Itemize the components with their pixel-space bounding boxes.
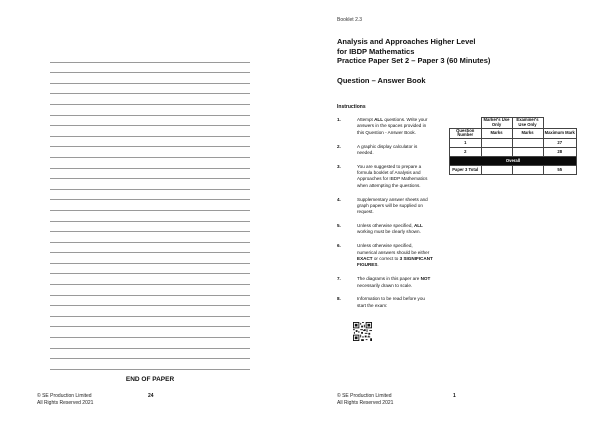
question-number: 1 <box>450 139 482 148</box>
instruction-text-part: Unless otherwise specified, numerical answers should be either <box>357 243 430 255</box>
total-marker-cell[interactable] <box>481 166 512 175</box>
answer-line <box>50 211 250 222</box>
marker-mark-cell[interactable] <box>481 139 512 148</box>
maximum-mark: 28 <box>543 148 577 157</box>
question-number: 2 <box>450 148 482 157</box>
left-page-number: 24 <box>148 393 154 399</box>
answer-line <box>50 359 250 370</box>
answer-line <box>50 264 250 275</box>
instruction-item <box>337 164 433 190</box>
instruction-text-part: or correct to <box>372 255 400 261</box>
answer-line <box>50 126 250 137</box>
emphasis-text: ALL <box>413 223 423 229</box>
instruction-text-part: Supplementary answer sheets and graph papers will be supplied on request. <box>357 196 428 215</box>
instruction-number: 1. <box>337 117 341 122</box>
instruction-number: 8. <box>337 296 341 302</box>
table-row <box>450 139 577 148</box>
answer-line <box>50 327 250 338</box>
footer-copyright: © SE Production Limited <box>37 393 92 399</box>
instruction-text-part: questions. Write your answers in the spaces provided in this Question - Answer Book. <box>357 117 428 135</box>
paper-title <box>337 37 490 66</box>
examiner-mark-cell[interactable] <box>512 148 543 157</box>
instruction-text <box>357 296 425 307</box>
marks-header: Marks <box>512 128 543 139</box>
answer-line <box>50 63 250 74</box>
instruction-number: 2. <box>337 143 341 149</box>
answer-book-title: Question – Answer Book <box>337 76 426 85</box>
end-of-paper-label: END OF PAPER <box>125 376 175 383</box>
instruction-text <box>357 144 417 155</box>
markers-use-header: Marker's Use Only <box>481 118 512 129</box>
answer-line <box>50 158 250 169</box>
footer-rights: All Rights Reserved 2021 <box>337 400 394 406</box>
answer-line <box>50 84 250 95</box>
emphasis-text: ALL <box>374 117 384 122</box>
marks-table <box>449 117 577 175</box>
answer-line <box>50 306 250 317</box>
instruction-item <box>337 296 433 309</box>
answer-line <box>50 52 250 63</box>
overall-header: Overall <box>450 157 577 166</box>
answer-line <box>50 243 250 254</box>
instruction-text <box>357 243 433 267</box>
table-corner <box>450 118 482 129</box>
table-row <box>450 148 577 157</box>
total-examiner-cell[interactable] <box>512 166 543 175</box>
instruction-text-part: necessarily drawn to scale. <box>357 282 413 288</box>
emphasis-text: NOT <box>420 276 431 282</box>
footer-rights: All Rights Reserved 2021 <box>37 400 94 406</box>
instruction-text-part: A graphic display calculator is needed. <box>357 143 418 155</box>
right-page-number: 1 <box>453 393 456 399</box>
instruction-text-part: Information to be read before you start the exam: <box>357 296 425 308</box>
instruction-text-part: Unless otherwise specified, <box>357 223 414 229</box>
examiner-mark-cell[interactable] <box>512 139 543 148</box>
instruction-text-part: You are suggested to prepare a formula booklet of Analysis and Approaches for IBDP Mathematics when attempting the questions. <box>357 163 428 188</box>
instruction-text-part: working must be clearly shown. <box>357 229 421 235</box>
table-corner <box>543 118 577 129</box>
instruction-text <box>357 223 423 234</box>
instruction-text-part: Attempt <box>357 117 375 122</box>
instruction-text <box>357 276 430 287</box>
total-maximum-mark: 55 <box>543 166 577 175</box>
answer-line <box>50 274 250 285</box>
answer-line <box>50 200 250 211</box>
question-number-header: Question Number <box>450 128 482 139</box>
instruction-item <box>337 117 433 136</box>
answer-line <box>50 338 250 349</box>
instruction-number: 7. <box>337 276 341 282</box>
answer-line <box>50 317 250 328</box>
answer-line <box>50 179 250 190</box>
marker-mark-cell[interactable] <box>481 148 512 157</box>
instruction-number: 6. <box>337 243 341 249</box>
answer-lines <box>50 52 250 370</box>
instruction-number: 3. <box>337 163 341 169</box>
answer-line <box>50 232 250 243</box>
instruction-text <box>357 197 428 215</box>
answer-line <box>50 190 250 201</box>
answer-line <box>50 147 250 158</box>
instruction-item <box>337 197 433 216</box>
booklet-label: Booklet 2.3 <box>337 17 363 23</box>
instruction-number: 5. <box>337 223 341 229</box>
instruction-item <box>337 144 433 157</box>
answer-line <box>50 222 250 233</box>
instruction-text-part: . <box>377 262 379 268</box>
left-footer <box>37 393 93 407</box>
answer-line <box>50 169 250 180</box>
examiners-use-header: Examiner's Use Only <box>512 118 543 129</box>
answer-line <box>50 349 250 360</box>
instructions-heading: Instructions <box>337 104 366 110</box>
answer-line <box>50 253 250 264</box>
emphasis-text: EXACT <box>357 255 373 261</box>
title-line: Practice Paper Set 2 – Paper 3 (60 Minutes) <box>337 56 491 66</box>
answer-line <box>50 285 250 296</box>
answer-line <box>50 94 250 105</box>
qr-code-icon <box>353 322 372 341</box>
emphasis-text: 3 SIGNIFICANT FIGURES <box>357 255 433 268</box>
answer-line <box>50 73 250 84</box>
instruction-item <box>337 223 433 236</box>
instruction-text-part: The diagrams in this paper are <box>357 276 421 282</box>
right-page <box>300 0 600 424</box>
instruction-text <box>357 117 427 135</box>
instructions-list <box>337 117 433 316</box>
instruction-number: 4. <box>337 196 341 202</box>
marks-header: Marks <box>481 128 512 139</box>
instruction-item <box>337 276 433 289</box>
footer-copyright: © SE Production Limited <box>337 393 392 399</box>
answer-line <box>50 105 250 116</box>
maximum-mark: 27 <box>543 139 577 148</box>
total-row <box>450 166 577 175</box>
paper-total-label: Paper 3 Total <box>450 166 482 175</box>
instruction-text <box>357 164 427 188</box>
title-line: for IBDP Mathematics <box>337 46 415 56</box>
answer-line <box>50 116 250 127</box>
maximum-mark-header: Maximum Mark <box>543 128 577 139</box>
title-line: Analysis and Approaches Higher Level <box>337 37 476 46</box>
answer-line <box>50 137 250 148</box>
right-footer <box>337 393 393 407</box>
instruction-item <box>337 243 433 269</box>
answer-line <box>50 296 250 307</box>
